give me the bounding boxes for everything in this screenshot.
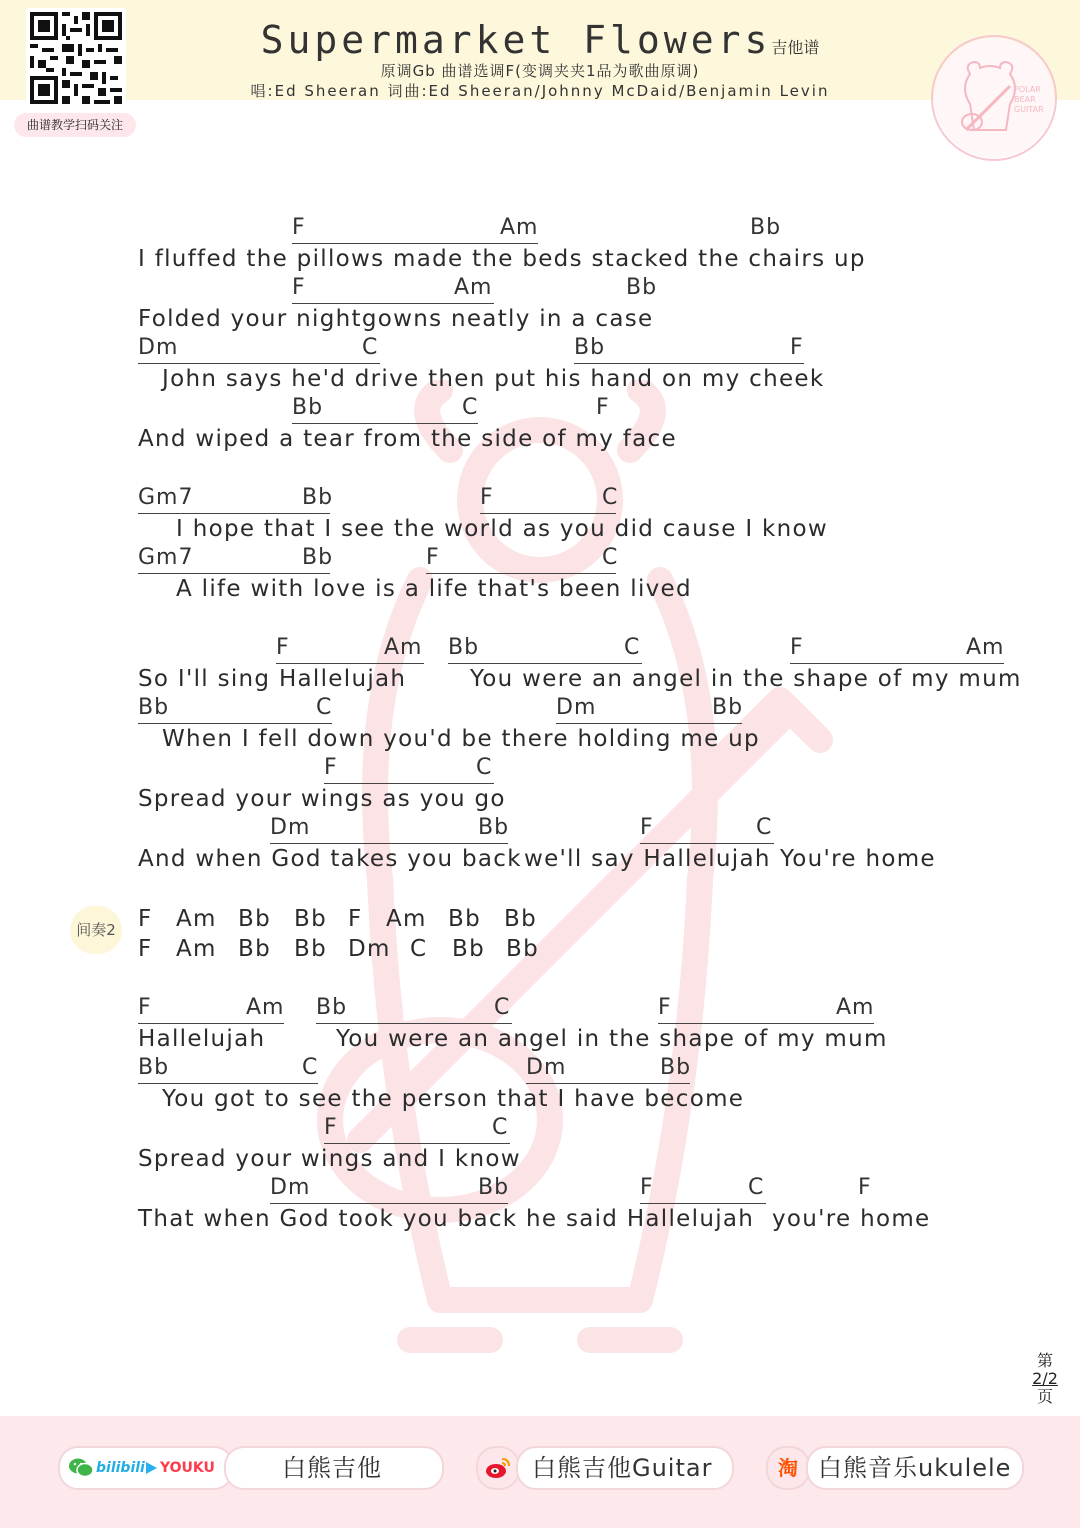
lyric: he said Hallelujah [526,1206,755,1232]
lyric: Spread your wings and I know [138,1146,521,1172]
chord: Bb [294,936,327,962]
chord: Dm [556,695,597,720]
channel-name-badge[interactable] [224,1446,444,1490]
chord: F [276,635,290,660]
qr-caption: 曲谱教学扫码关注 [14,113,136,137]
lyric: You were an angel in the shape of my mum [470,666,1022,692]
chord: Am [454,275,493,300]
footer [0,1416,1080,1528]
chord: Bb [504,906,537,932]
chord: Dm [526,1055,567,1080]
lyric: Folded your nightgowns neatly in a case [138,306,654,332]
lyric: You're home [780,846,936,872]
lyric: Spread your wings as you go [138,786,506,812]
lyric: you're home [772,1206,931,1232]
chord: Bb [448,906,481,932]
weibo-icon [485,1456,511,1480]
lyric: When I fell down you'd be there holding me up [162,726,760,752]
chord: Am [384,635,423,660]
taobao-name-badge[interactable] [806,1446,1024,1490]
chord: C [624,635,641,660]
chord: Bb [448,635,480,660]
chord: Bb [750,215,782,240]
page-indicator [1030,1352,1060,1406]
chord: F [790,335,804,360]
chord: F [596,395,610,420]
channel-name: 白熊吉他 [282,1454,382,1482]
taobao-name: 白熊音乐ukulele [818,1454,1012,1482]
bilibili-logo: bilibili [96,1460,145,1476]
credits: 唱:Ed Sheeran 词曲:Ed Sheeran/Johnny McDaid/Benjamin Levin [250,82,830,100]
song-title-text: Supermarket Flowers [260,18,772,62]
chord: Dm [348,936,391,962]
chord: Am [176,906,217,932]
chord: C [462,395,479,420]
title-suffix: 吉他谱 [771,38,820,57]
play-icon [144,1461,158,1475]
logo-word-1: POLAR [1014,85,1041,94]
chord: C [410,936,428,962]
page-prefix: 第 [1036,1351,1053,1370]
chord: Am [246,995,285,1020]
interlude-badge: 间奏2 [70,906,122,954]
lyric: You were an angel in the shape of my mum [336,1026,888,1052]
logo-word-2: BEAR [1014,95,1036,104]
chord: F [480,485,494,510]
page-number: 2/2 [1032,1369,1058,1388]
chord: Dm [138,335,179,360]
chord: Bb [712,695,744,720]
chord: Bb [138,695,170,720]
chord: Gm7 [138,485,194,510]
lyric: A life with love is a life that's been lived [176,576,692,602]
chord: C [602,485,619,510]
chord: Gm7 [138,545,194,570]
chord: Bb [302,485,334,510]
chord: Bb [660,1055,692,1080]
chord: F [138,995,152,1020]
page-suffix: 页 [1036,1387,1053,1406]
chord: F [348,906,363,932]
chord: Dm [270,815,311,840]
chord: C [748,1175,765,1200]
chord: F [292,215,306,240]
wechat-icon [68,1457,94,1479]
weibo-badge[interactable] [476,1446,520,1490]
chord: C [476,755,493,780]
weibo-name: 白熊吉他Guitar [532,1454,713,1482]
youku-logo: YOUKU [160,1460,215,1476]
chord: F [426,545,440,570]
chord: Bb [138,1055,170,1080]
key-info: 原调Gb 曲谱选调F(变调夹夹1品为歌曲原调) [380,62,700,80]
chord: Bb [478,1175,510,1200]
chord: Bb [574,335,606,360]
lyric: And when God takes you back [138,846,522,872]
lyric: Hallelujah [138,1026,266,1052]
chord: C [316,695,333,720]
chord: Bb [452,936,485,962]
chord: Bb [626,275,658,300]
chord: Am [386,906,427,932]
chord: Bb [292,395,324,420]
logo-word-3: GUITAR [1014,105,1044,114]
chord: F [292,275,306,300]
chord: F [790,635,804,660]
lyric: I hope that I see the world as you did cause I know [176,516,829,542]
chord: Am [176,936,217,962]
lyric: we'll say Hallelujah [524,846,771,872]
taobao-badge[interactable] [766,1446,810,1490]
chord: Dm [270,1175,311,1200]
chord: F [324,1115,338,1140]
lyric: You got to see the person that I have become [162,1086,745,1112]
chord: C [602,545,619,570]
chord: C [494,995,511,1020]
chord: Am [500,215,539,240]
chord: Am [836,995,875,1020]
chord: F [858,1175,872,1200]
chord: F [138,936,153,962]
chord: Bb [478,815,510,840]
chord: C [756,815,773,840]
chord: F [658,995,672,1020]
lyric: And wiped a tear from the side of my face [138,426,677,452]
chord: F [640,1175,654,1200]
chord: C [362,335,379,360]
chord: C [302,1055,319,1080]
chord: F [640,815,654,840]
weibo-name-badge[interactable] [516,1446,734,1490]
chord: Bb [316,995,348,1020]
lyric: That when God took you back [138,1206,518,1232]
chord: Bb [506,936,539,962]
lyric: So I'll sing Hallelujah [138,666,407,692]
chord: Bb [294,906,327,932]
chord: C [492,1115,509,1140]
chord: Bb [302,545,334,570]
chord: F [138,906,153,932]
chord: Bb [238,936,271,962]
polar-bear-guitar-logo [930,34,1058,162]
video-platforms-badge[interactable] [58,1446,234,1490]
lyric: John says he'd drive then put his hand on my cheek [162,366,825,392]
chord: Am [966,635,1005,660]
lyric: I fluffed the pillows made the beds stacked the chairs up [138,246,866,272]
chord: F [324,755,338,780]
taobao-icon: 淘 [778,1456,798,1480]
chord: Bb [238,906,271,932]
